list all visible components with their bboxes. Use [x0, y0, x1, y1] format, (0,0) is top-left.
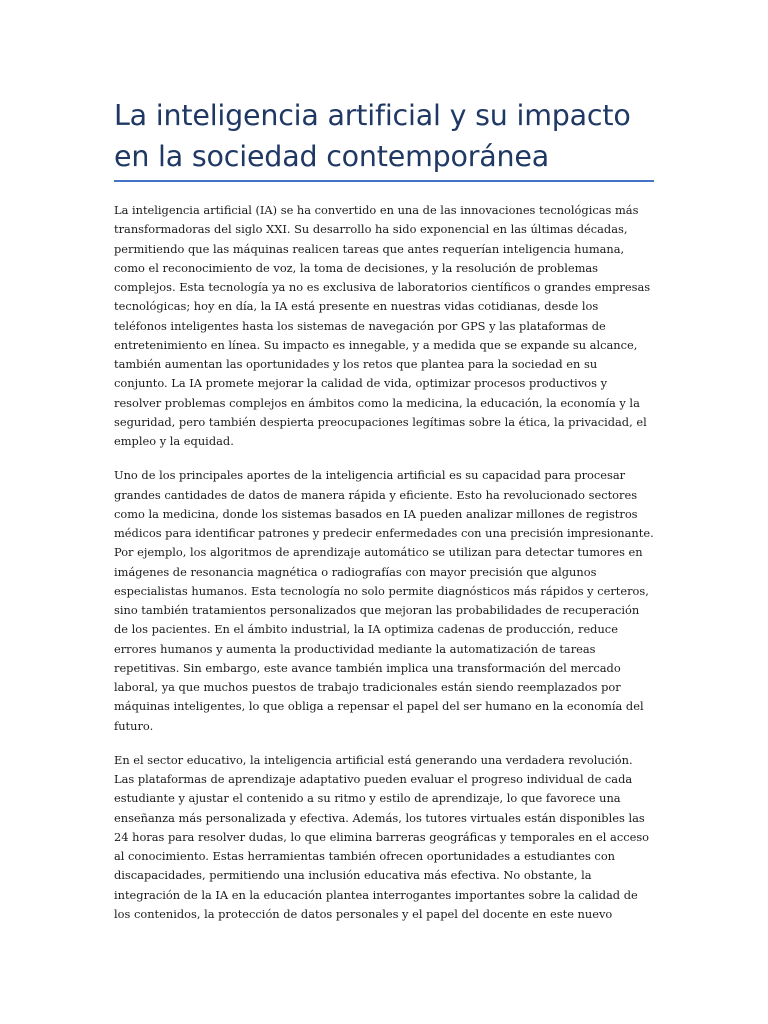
title-underline-divider — [114, 180, 654, 182]
paragraph-2: Uno de los principales aportes de la inteligencia artificial es su capacidad para procesar grandes cantidades de datos de manera rápida y eficiente. Esto ha revolucionado sectores como la medicina, donde los sistemas basados en IA pueden analizar millones de registros médicos para identificar patrones y predecir enfermedades con una precisión impresionante. Por ejemplo, los algoritmos de aprendizaje automático se utilizan para detectar tumores en imágenes de resonancia magnética o radiografías con mayor precisión que algunos especialistas humanos. Esta tecnología no solo permite diagnósticos más rápidos y certeros, sino también tratamientos personalizados que mejoran las probabilidades de recuperación de los pacientes. En el ámbito industrial, la IA optimiza cadenas de producción, reduce errores humanos y aumenta la productividad mediante la automatización de tareas repetitivas. Sin embargo, este avance también implica una transformación del mercado laboral, ya que muchos puestos de trabajo tradicionales están siendo reemplazados por máquinas inteligentes, lo que obliga a repensar el papel del ser humano en la economía del futuro. — [114, 468, 654, 733]
document-body — [114, 201, 654, 939]
paragraph-3: En el sector educativo, la inteligencia artificial está generando una verdadera revolución. Las plataformas de aprendizaje adaptativo pueden evaluar el progreso individual de cada estudiante y ajustar el contenido a su ritmo y estilo de aprendizaje, lo que favorece una enseñanza más personalizada y efectiva. Además, los tutores virtuales están disponibles las 24 horas para resolver dudas, lo que elimina barreras geográficas y temporales en el acceso al conocimiento. Estas herramientas también ofrecen oportunidades a estudiantes con discapacidades, permitiendo una inclusión educativa más efectiva. No obstante, la integración de la IA en la educación plantea interrogantes importantes sobre la calidad de los contenidos, la protección de datos personales y el papel del docente en este nuevo — [114, 752, 650, 921]
paragraph-1: La inteligencia artificial (IA) se ha convertido en una de las innovaciones tecnológicas más transformadoras del siglo XXI. Su desarrollo ha sido exponencial en las últimas décadas, permitiendo que las máquinas realicen tareas que antes requerían inteligencia humana, como el reconocimiento de voz, la toma de decisiones, y la resolución de problemas complejos. Esta tecnología ya no es exclusiva de laboratorios científicos o grandes empresas tecnológicas; hoy en día, la IA está presente en nuestras vidas cotidianas, desde los teléfonos inteligentes hasta los sistemas de navegación por GPS y las plataformas de entretenimiento en línea. Su impacto es innegable, y a medida que se expande su alcance, también aumentan las oportunidades y los retos que plantea para la sociedad en su conjunto. La IA promete mejorar la calidad de vida, optimizar procesos productivos y resolver problemas complejos en ámbitos como la medicina, la educación, la economía y la seguridad, pero también despierta preocupaciones legítimas sobre la ética, la privacidad, el empleo y la equidad. — [114, 203, 651, 448]
document-title: La inteligencia artificial y su impacto en la sociedad contemporánea — [114, 99, 631, 173]
